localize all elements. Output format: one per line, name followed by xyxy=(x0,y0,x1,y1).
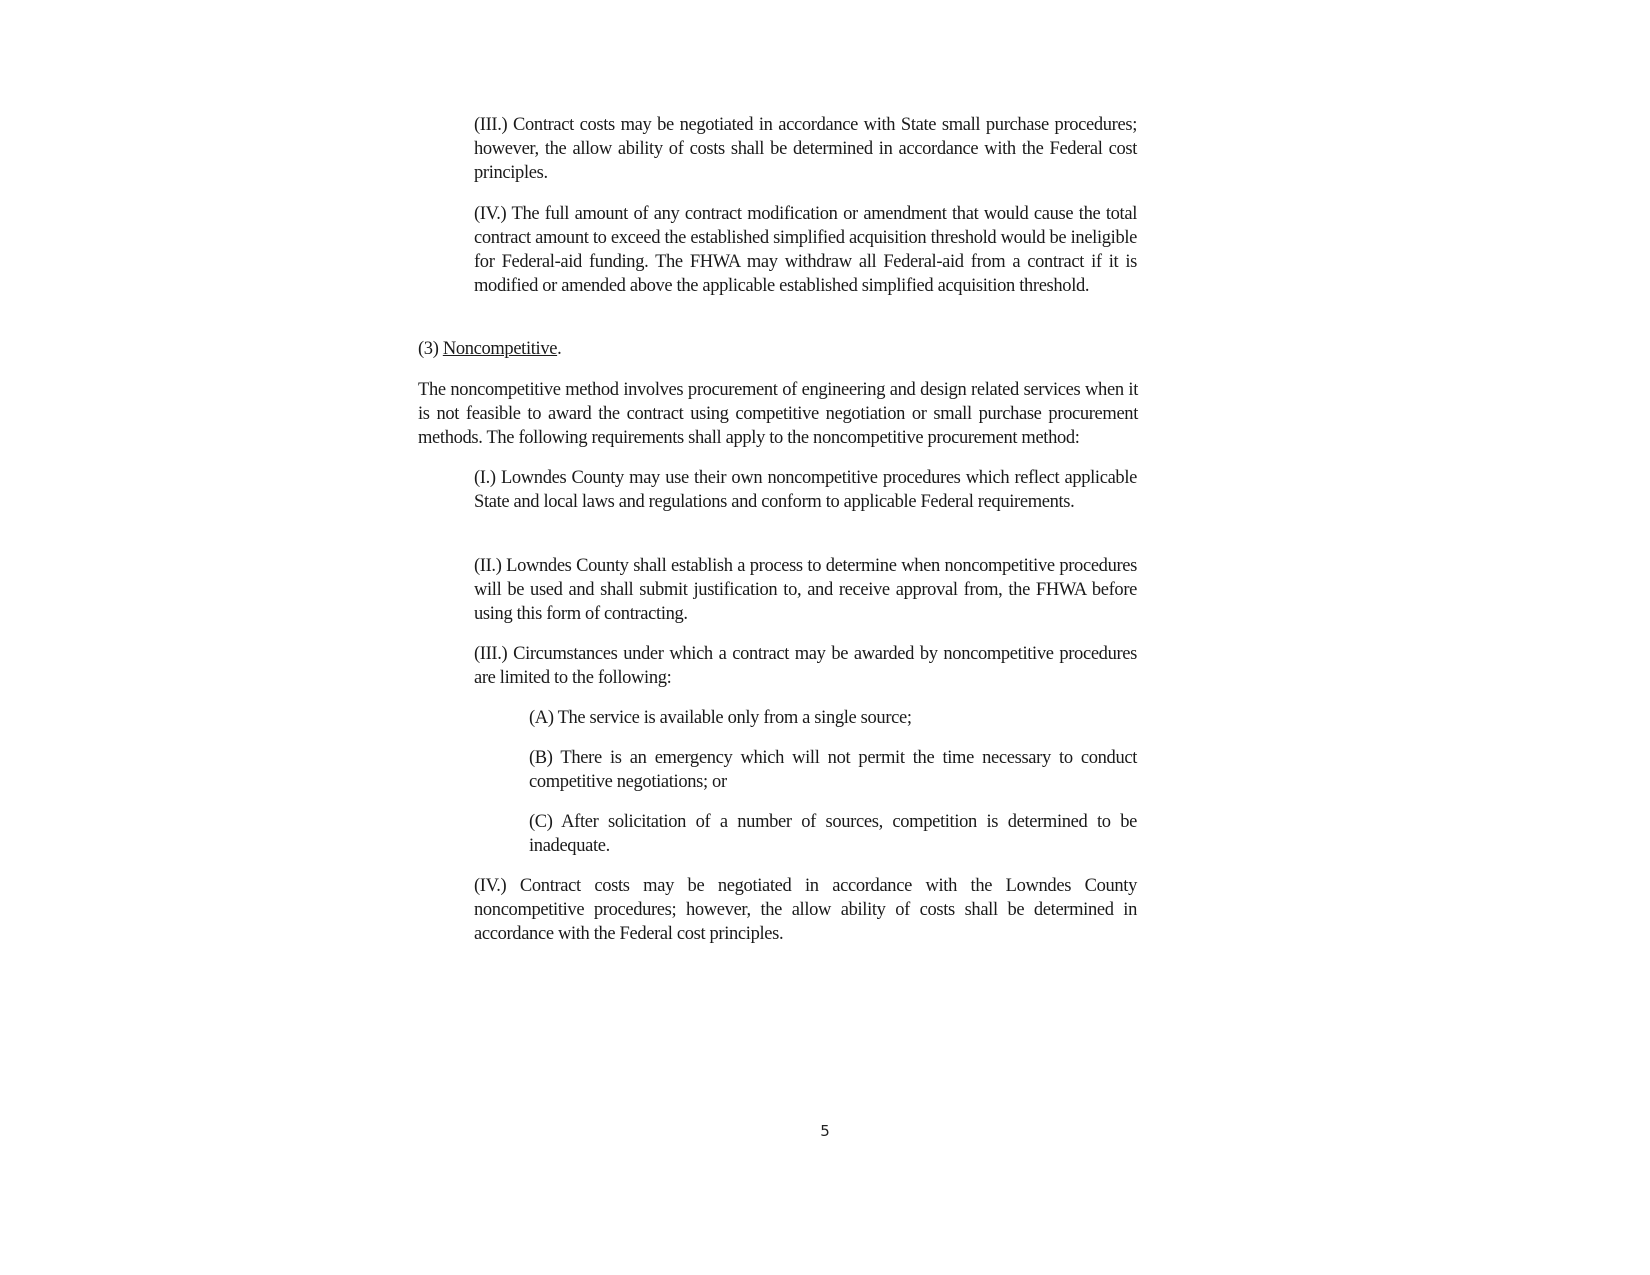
paragraph-iii: (III.) Circumstances under which a contract may be awarded by noncompetitive procedures are limited to the following: xyxy=(474,644,1137,688)
paragraph-iv: (IV.) Contract costs may be negotiated in accordance with the Lowndes County noncompetitive procedures; however, the allow ability of costs shall be determined in accordance with the Federal cost principles. xyxy=(474,876,1137,944)
paragraph-a: (A) The service is available only from a single source; xyxy=(529,708,912,728)
section-heading xyxy=(418,337,1138,361)
intro-paragraph: The noncompetitive method involves procurement of engineering and design related services when it is not feasible to award the contract using competitive negotiation or small purchase procurement methods. The following requirements shall apply to the noncompetitive procurement method: xyxy=(418,380,1138,448)
page-number: 5 xyxy=(820,1122,830,1140)
heading-title: Noncompetitive xyxy=(442,339,558,359)
paragraph-b: (B) There is an emergency which will not permit the time necessary to conduct competitive negotiations; or xyxy=(529,748,1137,792)
heading-number: (3) xyxy=(418,339,439,359)
paragraph-c: (C) After solicitation of a number of sources, competition is determined to be inadequate. xyxy=(529,812,1137,856)
paragraph-ii: (II.) Lowndes County shall establish a process to determine when noncompetitive procedures will be used and shall submit justification to, and receive approval from, the FHWA before using this form of contracting. xyxy=(474,556,1137,624)
paragraph-i: (I.) Lowndes County may use their own noncompetitive procedures which reflect applicable State and local laws and regulations and conform to applicable Federal requirements. xyxy=(474,468,1137,512)
paragraph-iii-small-purchase: (III.) Contract costs may be negotiated in accordance with State small purchase procedures; however, the allow ability of costs shall be determined in accordance with the Federal cost principles. xyxy=(474,115,1137,183)
heading-period: . xyxy=(557,339,562,359)
paragraph-iv-small-purchase: (IV.) The full amount of any contract modification or amendment that would cause the total contract amount to exceed the established simplified acquisition threshold would be ineligible for Federal-aid funding. The FHWA may withdraw all Federal-aid from a contract if it is modified or amended above the applicable established simplified acquisition threshold. xyxy=(474,204,1137,296)
